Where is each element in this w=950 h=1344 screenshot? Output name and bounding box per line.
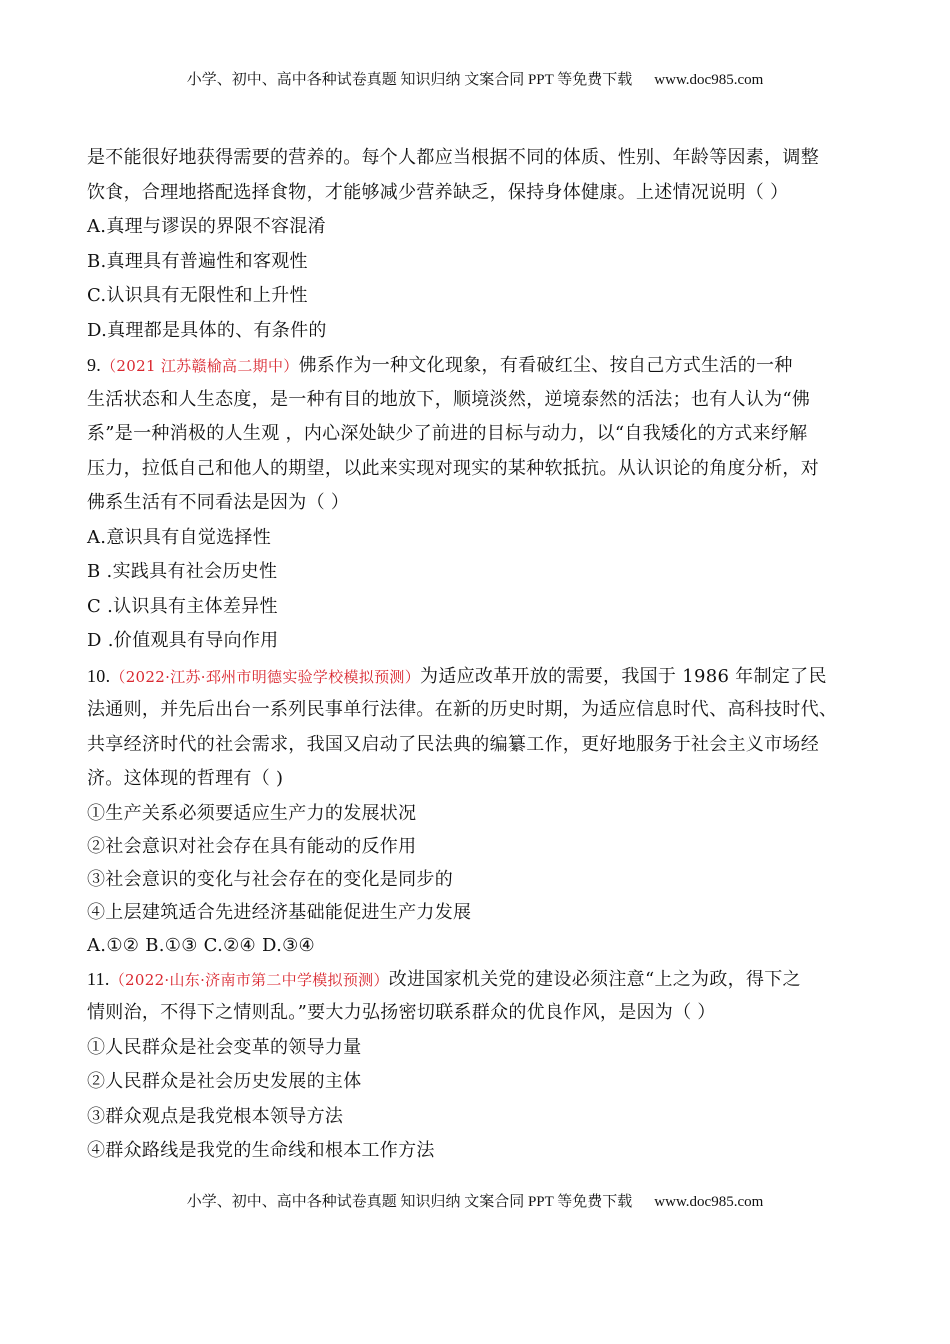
q9-line-3: 系”是一种消极的人生观 ，内心深处缺少了前进的目标与动力，以“自我矮化的方式来纾解 xyxy=(87,423,808,444)
q10-statement-3: ③社会意识的变化与社会存在的变化是同步的 xyxy=(87,868,453,890)
q10-number: 10. xyxy=(87,665,111,686)
q8-option-c: C.认识具有无限性和上升性 xyxy=(87,285,308,306)
q11-number: 11. xyxy=(87,968,110,989)
q9-line-2: 生活状态和人生态度，是一种有目的地放下，顺境淡然，逆境泰然的活法；也有人认为“佛 xyxy=(87,388,811,410)
q9-number: 9. xyxy=(87,355,102,375)
q10-source: （2022·江苏·邳州市明德实验学校模拟预测） xyxy=(110,667,421,686)
q8-line-2: 饮食，合理地搭配选择食物，才能够减少营养缺乏，保持身体健康。上述情况说明（ ） xyxy=(87,181,789,203)
q11-statement-1: ①人民群众是社会变革的领导力量 xyxy=(87,1036,362,1058)
header-text: 小学、初中、高中各种试卷真题 知识归纳 文案合同 PPT 等免费下载 xyxy=(186,72,633,88)
q10-line-1 xyxy=(87,659,877,694)
q9-option-d: D .价值观具有导向作用 xyxy=(87,630,279,651)
q8-option-b: B.真理具有普遍性和客观性 xyxy=(87,250,308,272)
q11-statement-4: ④群众路线是我党的生命线和根本工作方法 xyxy=(87,1140,435,1161)
q11-line-2: 情则治，不得下之情则乱。”要大力弘扬密切联系群众的优良作风，是因为（ ） xyxy=(87,1002,716,1023)
q11-line-1 xyxy=(87,962,877,997)
q11-text-1: 改进国家机关党的建设必须注意“上之为政，得下之 xyxy=(388,968,801,990)
q9-line-1 xyxy=(87,348,877,383)
q9-option-c: C .认识具有主体差异性 xyxy=(87,595,278,617)
q9-source: （2021 江苏赣榆高二期中） xyxy=(101,357,299,375)
q10-line-2: 法通则，并先后出台一系列民事单行法律。在新的历史时期，为适应信息时代、高科技时代、 xyxy=(87,699,838,720)
q10-choices: A.①② B.①③ C.②④ D.③④ xyxy=(87,934,315,956)
footer-text: 小学、初中、高中各种试卷真题 知识归纳 文案合同 PPT 等免费下载 xyxy=(186,1194,633,1210)
q9-line-4: 压力，拉低自己和他人的期望，以此来实现对现实的某种软抵抗。从认识论的角度分析，对 xyxy=(87,457,819,479)
header-site-link[interactable]: www.doc985.com xyxy=(654,72,764,88)
q10-statement-1: ①生产关系必须要适应生产力的发展状况 xyxy=(87,802,417,824)
q8-option-a: A.真理与谬误的界限不容混淆 xyxy=(87,216,326,237)
q8-option-d: D.真理都是具体的、有条件的 xyxy=(87,319,327,341)
q10-text-1: 为适应改革开放的需要，我国于 1986 年制定了民 xyxy=(420,665,827,687)
q11-statement-2: ②人民群众是社会历史发展的主体 xyxy=(87,1071,362,1092)
q11-source: （2022·山东·济南市第二中学模拟预测） xyxy=(109,970,389,989)
footer-site-link[interactable]: www.doc985.com xyxy=(654,1194,764,1210)
q9-option-a: A.意识具有自觉选择性 xyxy=(87,526,272,548)
q10-statement-4: ④上层建筑适合先进经济基础能促进生产力发展 xyxy=(87,901,472,923)
page-header xyxy=(0,68,950,89)
q10-statement-2: ②社会意识对社会存在具有能动的反作用 xyxy=(87,835,417,857)
q9-text-1: 佛系作为一种文化现象，有看破红尘、按自己方式生活的一种 xyxy=(298,355,793,376)
q9-option-b: B .实践具有社会历史性 xyxy=(87,561,278,582)
q10-line-3: 共享经济时代的社会需求，我国又启动了民法典的编纂工作，更好地服务于社会主义市场经 xyxy=(87,733,819,755)
q10-line-4: 济。这体现的哲理有（ ) xyxy=(87,768,284,789)
document-body xyxy=(87,141,877,1169)
q8-line-1: 是不能很好地获得需要的营养的。每个人都应当根据不同的体质、性别、年龄等因素，调整 xyxy=(87,147,819,168)
q11-statement-3: ③群众观点是我党根本领导方法 xyxy=(87,1105,344,1127)
q9-line-5: 佛系生活有不同看法是因为（ ） xyxy=(87,492,350,513)
page-footer xyxy=(0,1190,950,1211)
